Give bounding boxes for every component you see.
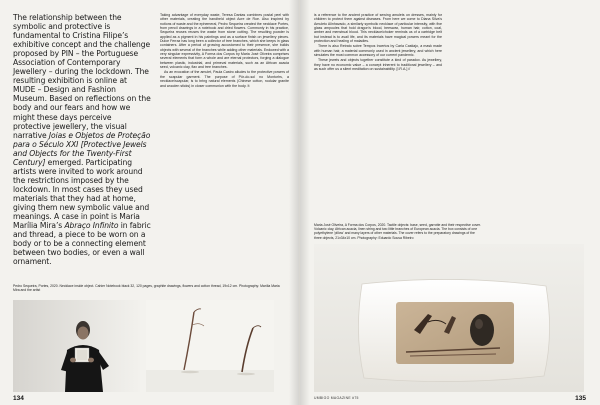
intro-text-2: emerged. Participating artists were invited to work around the restrictions imposed by the lockdown. In most cases they used materials that they had at home, giving them new symbolic value and meanings. A case in point is Maria Marília Mira’s — [13, 157, 150, 231]
intro-italic-work: Abraço Infinito — [64, 221, 119, 231]
gutter-shadow — [300, 0, 310, 405]
gutter-shadow — [289, 0, 299, 405]
body-column-b — [314, 13, 442, 72]
artist-portrait-photo — [13, 300, 140, 392]
right-page — [300, 0, 600, 405]
photo-caption: Maria José Oliveira, A Forma dos Corpos, 2020. Tactile objects: base, seed, garrotte and their respective cover. Volcanic clay, African acacia, linen string and two little branches of European acacia. The box consists of one polyethylene 'pillow' and many layers of other materials. The cover refers to the preparatory drawings of the three objects, 21x34x10 cm. Photography: Eduardo Sousa Ribeiro — [314, 223, 481, 240]
necklace-object-photo — [146, 300, 274, 392]
body-paragraph: Taking advantage of everyday waste, Teresa Dantas combines postal peel with other materials, creating the handheld object Acre de Roe. Also inspired by notions of waste and the ephemeral, Pedro Sequeira created the necklace Portes, from pencil drawings in a notebook and dried flowers. Commonly in his practice, Sequeira reuses reuses the waste from stone cutting. The resulting powder is applied as a pigment in his paintings and as a surface finish on jewellery pieces. Dulce Ferraz has long been a collector of tree branches, which she keeps in glass containers. After a period of growing accustomed to their presence, she builds objects with several of the branches while adding other materials. Endowed with a very singular expressivity, A Forma dos Corpos by Maria José Oliveira comprises several elements that form a whole and are eternal protectors, forging a dialogue between plastic, industrial, and primeval materials, such as an African acacia seed, volcanic clay, flax and tree branches. — [160, 13, 289, 70]
intro-paragraph — [13, 13, 151, 266]
tactile-objects-box-photo — [314, 244, 584, 392]
intro-italic-title: Joias e Objetos de Proteção para o Século XXI [Protective Jewels and Objects for the Twenty-First Century] — [13, 130, 151, 167]
page-number: 134 — [13, 395, 24, 402]
body-column-a — [160, 13, 289, 89]
page-number: 135 — [575, 395, 586, 402]
photo-caption: Pedro Sequeira, Portes, 2020. Necklace inside object. Cahier Notebook black 32, 120 pages, graphite drawings, flowers and cotton thread, 19x12 cm. Photography: Marília Maria Mira and the artist — [13, 284, 280, 293]
body-paragraph: There is also Retrato sobre Tempos Incertos by Carla Castiajo, a mask made with human hair, a material commonly used in ancient jewellery, and which here simulates the most common accessory of our current pandemic. — [314, 44, 442, 58]
intro-text-1: The relationship between the symbolic and protective is fundamental to Cristina Filipe’s exhibitive concept and the challenge proposed by PIN – the Portuguese Association of Contemporary Jewellery – during the lockdown. The resulting exhibition is online at MUDE – Design and Fashion Museum. Based on reflections on the body and our fears and how we might these days perceive protective jewellery, the visual narrative — [13, 13, 151, 140]
body-paragraph: As an evocation of the amulet, Paula Castro alludes to the protective powers of the scapular garment. The purpose of Pôr-do-sol no Montorhs, a necklace/scapular, is to bring natural elements (Chinese cotton, nodular granite and wooden sticks) in closer communion with the body. It — [160, 70, 289, 88]
magazine-footer — [314, 396, 359, 400]
intro-text-3: in fabric and thread, a piece to be worn on a body or to be a connecting element between two bodies, or even a wall ornament. — [13, 221, 151, 267]
body-paragraph: is a reference to the ancient practice of sewing amulets on dresses, mainly for children to protect them against diseases. From here we come to Diana Silva’s Amuleto Alinhavado, a similarly symbolic necklace of particular intensity, with five glass ampoules that hold dragon’s blood, beeswax, human hair, cotton, coal, amber and menstrual blood. This necklace/choker reminds us of a cartridge belt but instead is to avail life, and its materials have magical powers meant for the protection and healing of maladies. — [314, 13, 442, 44]
magazine-title: UMBIGO MAGAZINE #75 — [314, 396, 359, 400]
body-paragraph: These jewels and objects together constitute a kind of paradox. As jewellery, they have no economic value – a concept inherent to traditional jewellery – and as such offer us a silent meditation on sustainability. [I.R.A.] // — [314, 58, 442, 72]
